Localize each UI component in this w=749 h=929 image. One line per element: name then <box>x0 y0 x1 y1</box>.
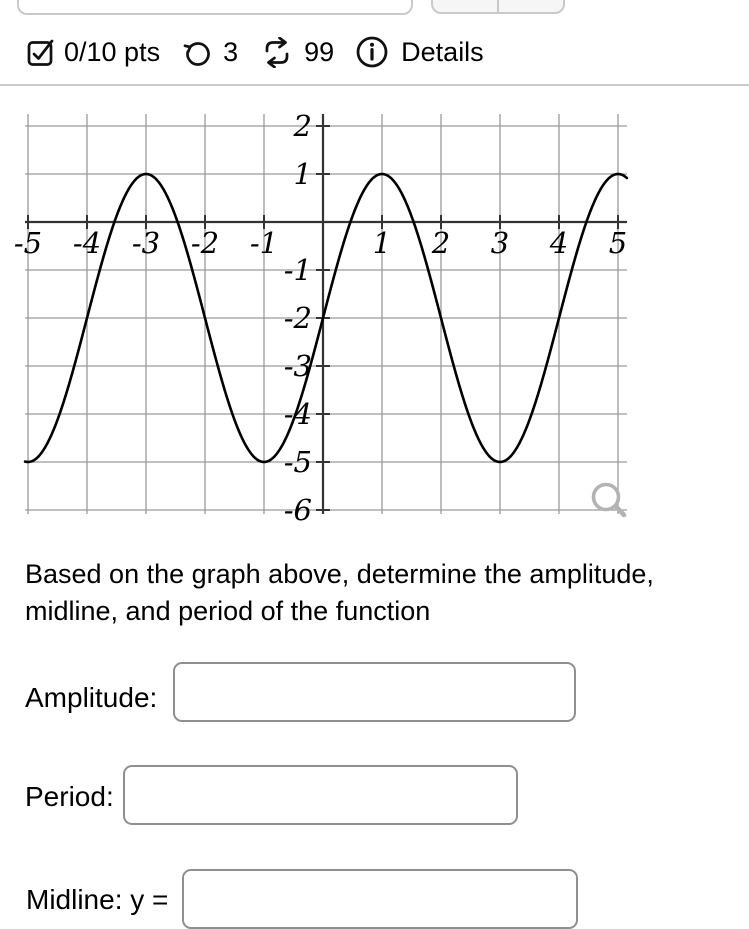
sinusoid-plot <box>0 105 660 525</box>
x-tick-label: -3 <box>131 226 161 260</box>
top-button-group <box>431 0 565 14</box>
midline-input[interactable] <box>182 869 578 929</box>
y-tick-label: -2 <box>283 301 312 335</box>
y-tick-label: -1 <box>283 253 312 287</box>
x-tick-label: 5 <box>608 226 628 260</box>
previous-answer-box[interactable] <box>17 0 413 15</box>
period-label: Period: <box>25 781 114 812</box>
midline-label: Midline: y = <box>26 884 169 915</box>
function-graph <box>0 105 660 525</box>
x-tick-label: 4 <box>549 226 569 260</box>
undo-attempts-icon <box>182 37 213 68</box>
x-tick-label: -4 <box>72 226 102 260</box>
period-input[interactable] <box>123 765 518 825</box>
section-divider <box>0 84 749 86</box>
x-tick-label: 3 <box>490 226 510 260</box>
amplitude-label: Amplitude: <box>25 682 158 713</box>
y-tick-label: 2 <box>293 109 312 143</box>
regenerate-icon <box>260 37 294 68</box>
question-status-bar <box>25 33 484 71</box>
y-tick-label: 1 <box>293 157 312 191</box>
info-icon <box>354 34 390 70</box>
prompt-line-1: Based on the graph above, determine the amplitude, <box>25 559 654 589</box>
amplitude-input[interactable] <box>173 662 576 722</box>
details-label: Details <box>401 36 484 67</box>
question-prompt <box>25 556 735 630</box>
x-tick-label: 2 <box>431 226 451 260</box>
y-tick-label: -4 <box>283 397 312 431</box>
y-tick-label: -5 <box>283 445 312 479</box>
top-button-left[interactable] <box>433 0 497 12</box>
x-tick-label: -2 <box>190 226 220 260</box>
tries-left-count: 3 <box>223 36 239 67</box>
y-tick-label: -6 <box>283 493 312 525</box>
x-tick-label: -5 <box>13 226 43 260</box>
regens-left-count: 99 <box>304 36 335 67</box>
score-text: 0/10 pts <box>64 36 161 67</box>
score-checkbox-icon <box>25 37 56 68</box>
top-button-right[interactable] <box>497 0 563 12</box>
x-tick-label: -1 <box>249 226 279 260</box>
x-tick-label: 1 <box>372 226 392 260</box>
y-tick-label: -3 <box>283 349 312 383</box>
details-button[interactable] <box>354 34 484 70</box>
prompt-line-2: midline, and period of the function <box>25 596 431 626</box>
